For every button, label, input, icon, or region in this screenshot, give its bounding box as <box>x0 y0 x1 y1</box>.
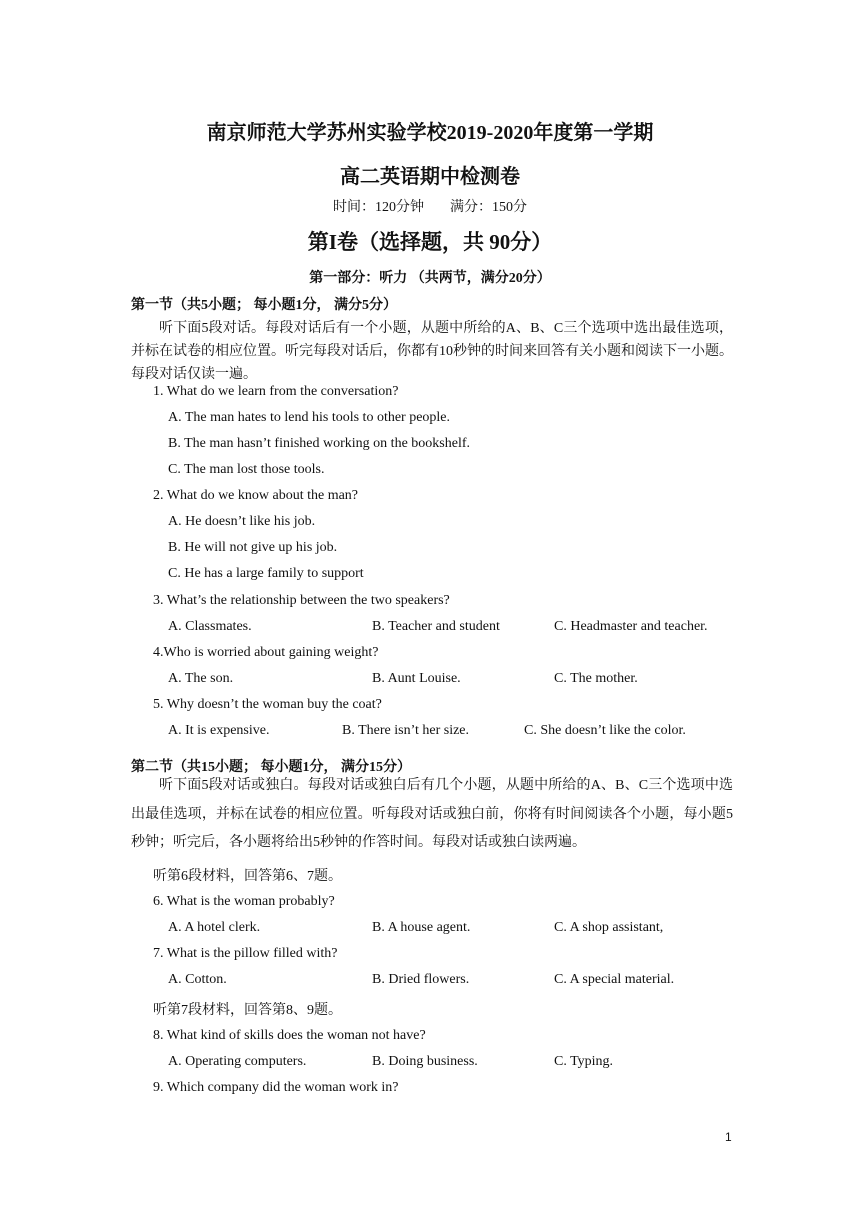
option-3b: B. Teacher and student <box>372 619 500 634</box>
option-7c: C. A special material. <box>554 972 675 987</box>
section1-instructions: 听下面5段对话。每段对话后有一个小题，从题中所给的A、B、C三个选项中选出最佳选项，并标在试卷的相应位置。听完每段对话后，你都有10秒钟的时间来回答有关小题和阅读下一小题。每段对话仅读一遍。 <box>131 321 733 382</box>
question-9: 9. Which company did the woman work in? <box>153 1080 399 1095</box>
option-8c: C. Typing. <box>554 1054 614 1069</box>
question-4: 4.Who is worried about gaining weight? <box>153 645 379 660</box>
option-2a: A. He doesn’t like his job. <box>168 514 316 529</box>
question-3: 3. What’s the relationship between the two speakers? <box>153 593 450 608</box>
question-1: 1. What do we learn from the conversation? <box>153 384 399 399</box>
question-2: 2. What do we know about the man? <box>153 488 359 503</box>
option-8a: A. Operating computers. <box>168 1054 307 1069</box>
option-6c: C. A shop assistant, <box>554 920 664 935</box>
option-5b: B. There isn’t her size. <box>342 723 470 738</box>
question-8: 8. What kind of skills does the woman not have? <box>153 1028 426 1043</box>
option-3c: C. Headmaster and teacher. <box>554 619 708 634</box>
section2-heading: 第二节（共15小题； 每小题1分， 满分15分） <box>131 760 411 775</box>
option-5c: C. She doesn’t like the color. <box>524 723 686 738</box>
option-5a: A. It is expensive. <box>168 723 270 738</box>
exam-title: 高二英语期中检测卷 <box>340 166 520 188</box>
question-7: 7. What is the pillow filled with? <box>153 946 338 961</box>
exam-meta <box>0 196 860 216</box>
option-8b: B. Doing business. <box>372 1054 478 1069</box>
option-4c: C. The mother. <box>554 671 638 686</box>
option-6b: B. A house agent. <box>372 920 471 935</box>
option-1a: A. The man hates to lend his tools to other people. <box>168 410 451 425</box>
time-label: 时间：120分钟 <box>333 200 424 215</box>
question-6: 6. What is the woman probably? <box>153 894 335 909</box>
score-label: 满分：150分 <box>450 200 527 215</box>
option-4a: A. The son. <box>168 671 234 686</box>
section2-instructions: 听下面5段对话或独白。每段对话或独白后有几个小题，从题中所给的A、B、C三个选项中选出最佳选项，并标在试卷的相应位置。听每段对话或独白前，你将有时间阅读各个小题，每小题5秒钟；听完后，各小题将给出5秒钟的作答时间。每段对话或独白读两遍。 <box>131 778 733 850</box>
option-1c: C. The man lost those tools. <box>168 462 325 477</box>
question-5: 5. Why doesn’t the woman buy the coat? <box>153 697 382 712</box>
option-2c: C. He has a large family to support <box>168 566 364 581</box>
option-4b: B. Aunt Louise. <box>372 671 461 686</box>
option-7a: A. Cotton. <box>168 972 227 987</box>
section1-heading: 第一节（共5小题； 每小题1分， 满分5分） <box>131 298 397 313</box>
option-1b: B. The man hasn’t finished working on the bookshelf. <box>168 436 470 451</box>
option-3a: A. Classmates. <box>168 619 252 634</box>
part-title: 第一部分：听力 （共两节，满分20分） <box>309 271 551 286</box>
material-7-note: 听第7段材料，回答第8、9题。 <box>153 1003 342 1018</box>
material-6-note: 听第6段材料，回答第6、7题。 <box>153 869 342 884</box>
option-2b: B. He will not give up his job. <box>168 540 338 555</box>
option-7b: B. Dried flowers. <box>372 972 470 987</box>
option-6a: A. A hotel clerk. <box>168 920 261 935</box>
volume-title: 第I卷（选择题，共 90分） <box>307 230 553 254</box>
page-number: 1 <box>725 1130 732 1144</box>
school-title: 南京师范大学苏州实验学校2019-2020年度第一学期 <box>206 122 654 144</box>
